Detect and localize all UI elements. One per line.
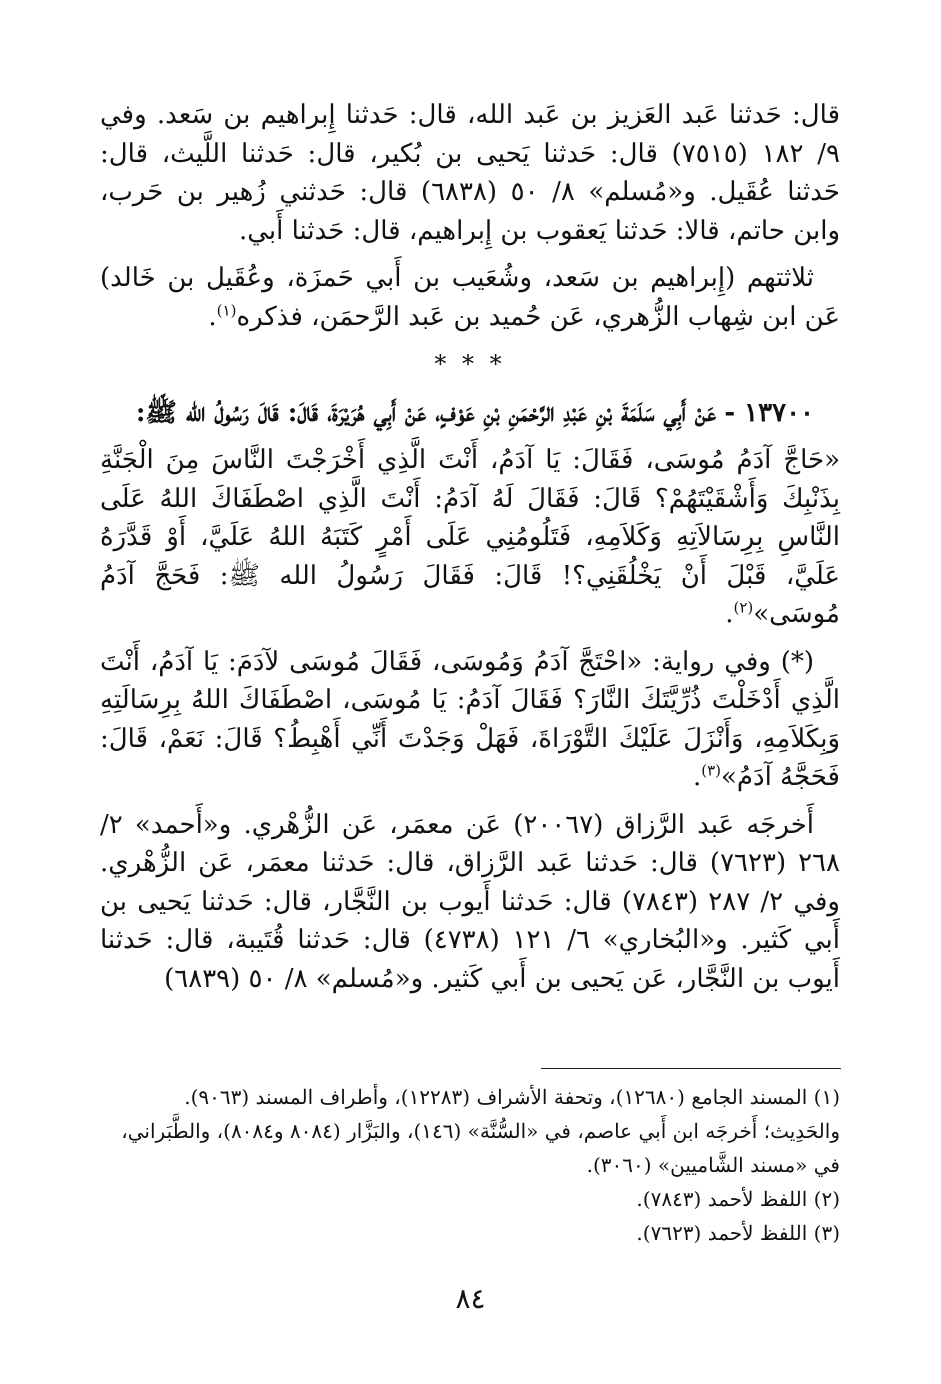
main-text: [100, 96, 840, 1007]
hadith-heading: ١٣٧٠٠ - عَنْ أَبِي سَلَمَةَ بْنِ عَبْدِ الرَّحْمَنِ بْنِ عَوْفٍ، عَنْ أَبِي هُرَيْرَةَ، قَالَ: قَالَ رَسُولُ الله ﷺ:: [135, 397, 814, 428]
footnote-3: (٣) اللفظ لأحمد (٧٦٢٣).: [636, 1221, 840, 1245]
footnotes: [100, 1080, 840, 1250]
hadith-text: «حَاجَّ آدَمُ مُوسَى، فَقَالَ: يَا آدَمُ، أَنْتَ الَّذِي أَخْرَجْتَ النَّاسَ مِنَ الْجَنَّةِ بِذَنْبِكَ وَأَشْقَيْتَهُمْ؟ قَالَ: فَقَالَ لَهُ آدَمُ: أَنْتَ الَّذِي اصْطَفَاكَ اللهُ عَلَى النَّاسِ بِرِسَالاَتِهِ وَكَلاَمِهِ، فَتَلُومُنِي عَلَى أَمْرٍ كَتَبَهُ اللهُ عَلَيَّ، أَوْ قَدَّرَهُ عَلَيَّ، قَبْلَ أَنْ يَخْلُقَنِي؟! قَالَ: فَقَالَ رَسُولُ الله ﷺ: فَحَجَّ آدَمُ مُوسَى»$^{(٢)}$.: [100, 445, 841, 629]
paragraph-chain-continuation: قال: حَدثنا عَبد العَزيز بن عَبد الله، قال: حَدثنا إِبراهيم بن سَعد. وفي ٩/ ١٨٢ (٧٥١٥) قال: حَدثنا يَحيى بن بُكير، قال: حَدثنا اللَّيث، قال: حَدثنا عُقَيل. و«مُسلم» ٨/ ٥٠ (٦٨٣٨) قال: حَدثني زُهير بن حَرب، وابن حاتم، قالا: حَدثنا يَعقوب بن إِبراهيم، قال: حَدثنا أَبي.: [100, 100, 841, 246]
paragraph-three-narrators: ثلاثتهم (إِبراهيم بن سَعد، وشُعَيب بن أَبي حَمزَة، وعُقَيل بن خَالد) عَن ابن شِهاب الزُّهري، عَن حُميد بن عَبد الرَّحمَن، فذكره$^{(١)}$.: [100, 263, 840, 332]
footnote-2: (٢) اللفظ لأحمد (٧٨٤٣).: [636, 1187, 840, 1211]
footnote-1-continuation: والحَدِيث؛ أَخرجَه ابن أَبي عاصم، في «السُّنَّة» (١٤٦)، والبَزَّار (٨٠٨٤ و٨٠٨٤)، والطَّبَراني، في «مسند الشَّاميين» (٣٠٦٠).: [121, 1119, 840, 1177]
footnote-marker-1: (١): [216, 300, 237, 319]
footnote-marker-2: (٢): [733, 598, 754, 617]
section-separator: * * *: [434, 350, 506, 378]
footnote-1: (١) المسند الجامع (١٢٦٨٠)، وتحفة الأشراف (١٢٢٨٣)، وأطراف المسند (٩٠٦٣).: [184, 1085, 840, 1109]
page-number: ٨٤: [455, 1282, 486, 1315]
hadith-variant-narration: (*) وفي رواية: «احْتَجَّ آدَمُ وَمُوسَى، فَقَالَ مُوسَى لآدَمَ: يَا آدَمُ، أَنْتَ الَّذِي أَدْخَلْتَ ذُرِّيَّتَكَ النَّارَ؟ فَقَالَ آدَمُ: يَا مُوسَى، اصْطَفَاكَ اللهُ بِرِسَالَتِهِ وَبِكَلاَمِهِ، وَأَنْزَلَ عَلَيْكَ التَّوْرَاةَ، فَهَلْ وَجَدْتَ أَنِّي أَهْبِطُ؟ قَالَ: نَعَمْ، قَالَ: فَحَجَّهُ آدَمُ»$^{(٣)}$.: [100, 646, 840, 792]
footnote-divider: [541, 1068, 841, 1069]
footnote-marker-3: (٣): [701, 761, 721, 780]
hadith-number: ١٣٧٠٠ -: [724, 397, 814, 428]
takhrij-paragraph: أَخرجَه عَبد الرَّزاق (٢٠٠٦٧) عَن معمَر، عَن الزُّهْري. و«أَحمد» ٢/ ٢٦٨ (٧٦٢٣) قال: حَدثنا عَبد الرَّزاق، قال: حَدثنا معمَر، عَن الزُّهْري. وفي ٢/ ٢٨٧ (٧٨٤٣) قال: حَدثنا أَيوب بن النَّجَّار، قال: حَدثنا يَحيى بن أَبي كَثير. و«البُخاري» ٦/ ١٢١ (٤٧٣٨) قال: حَدثنا قُتَيبة، قال: حَدثنا أَيوب بن النَّجَّار، عَن يَحيى بن أَبي كَثير. و«مُسلم» ٨/ ٥٠ (٦٨٣٩): [100, 809, 841, 994]
